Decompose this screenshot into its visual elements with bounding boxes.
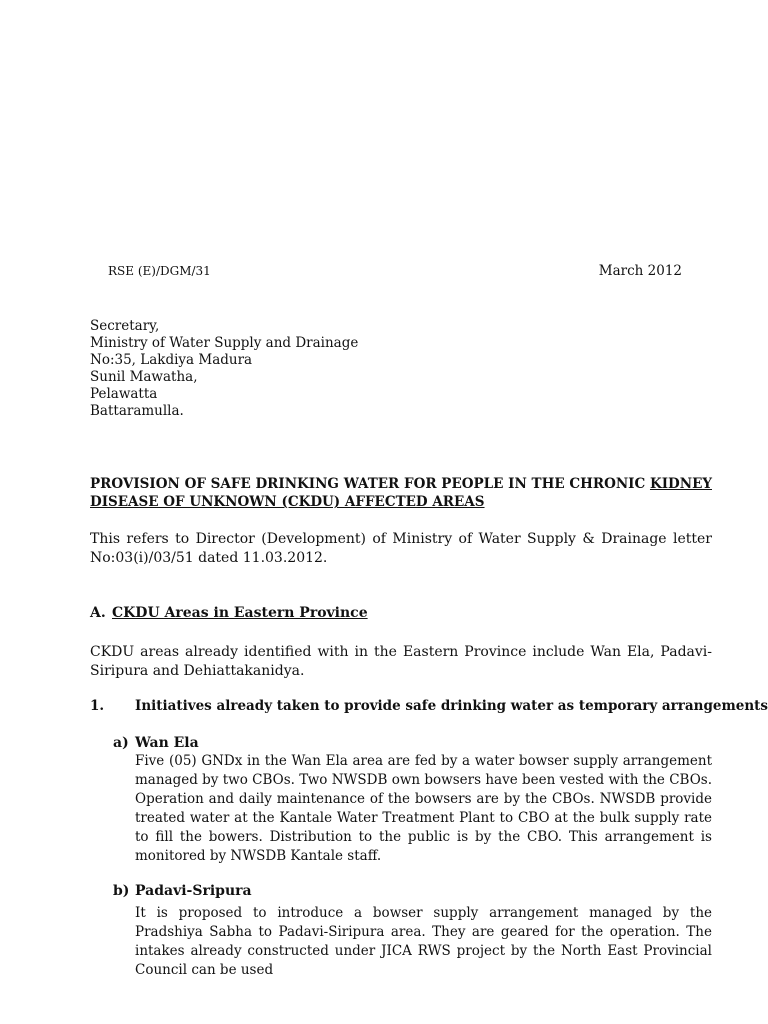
address-line: Battaramulla.: [90, 403, 184, 419]
subsection-title: Wan Ela: [135, 735, 199, 751]
section-a-heading: [90, 605, 368, 621]
item-1-heading: [90, 698, 768, 714]
subsection-label: a): [113, 735, 129, 751]
subject-text: PROVISION OF SAFE DRINKING WATER FOR PEOPLE IN THE CHRONIC: [90, 476, 650, 492]
address-line: Secretary,: [90, 318, 160, 334]
address-line: Pelawatta: [90, 386, 158, 402]
subsection-b-heading: [113, 883, 252, 899]
subsection-label: b): [113, 883, 130, 899]
subject-heading: [90, 475, 712, 511]
subsection-a-paragraph: Five (05) GNDx in the Wan Ela area are fed by a water bowser supply arrangement managed by two CBOs. Two NWSDB own bowsers have been vested with the CBOs. Operation and daily maintenance of the bowsers are by the CBOs. NWSDB provide treated water at the Kantale Water Treatment Plant to CBO at the bulk supply rate to fill the bowers. Distribution to the public is by the CBO. This arrangement is monitored by NWSDB Kantale staff.: [135, 753, 712, 864]
address-line: Ministry of Water Supply and Drainage: [90, 335, 359, 351]
item-title: Initiatives already taken to provide safe drinking water as temporary arrangements: [135, 698, 768, 714]
item-number: 1.: [90, 698, 105, 714]
subsection-title: Padavi-Sripura: [135, 883, 252, 899]
address-line: No:35, Lakdiya Madura: [90, 352, 253, 368]
section-a-paragraph: CKDU areas already identified with in the Eastern Province include Wan Ela, Padavi-Siripura and Dehiattakanidya.: [90, 644, 712, 679]
subsection-a-heading: [113, 735, 199, 751]
section-label: A.: [90, 605, 106, 621]
subject-underlined-text: KIDNEY DISEASE OF UNKNOWN (CKDU) AFFECTED AREAS: [90, 476, 712, 510]
subsection-b-paragraph: It is proposed to introduce a bowser supply arrangement managed by the Pradshiya Sabha to Padavi-Siripura area. They are geared for the operation. The intakes already constructed under JICA RWS project by the North East Provincial Council can be used: [135, 905, 712, 978]
reference-number: RSE (E)/DGM/31: [108, 264, 211, 278]
intro-paragraph: This refers to Director (Development) of Ministry of Water Supply & Drainage letter No:03(i)/03/51 dated 11.03.2012.: [90, 531, 712, 566]
recipient-address: [90, 318, 358, 420]
section-title: CKDU Areas in Eastern Province: [112, 605, 368, 621]
letter-date: March 2012: [598, 263, 682, 279]
address-line: Sunil Mawatha,: [90, 369, 198, 385]
